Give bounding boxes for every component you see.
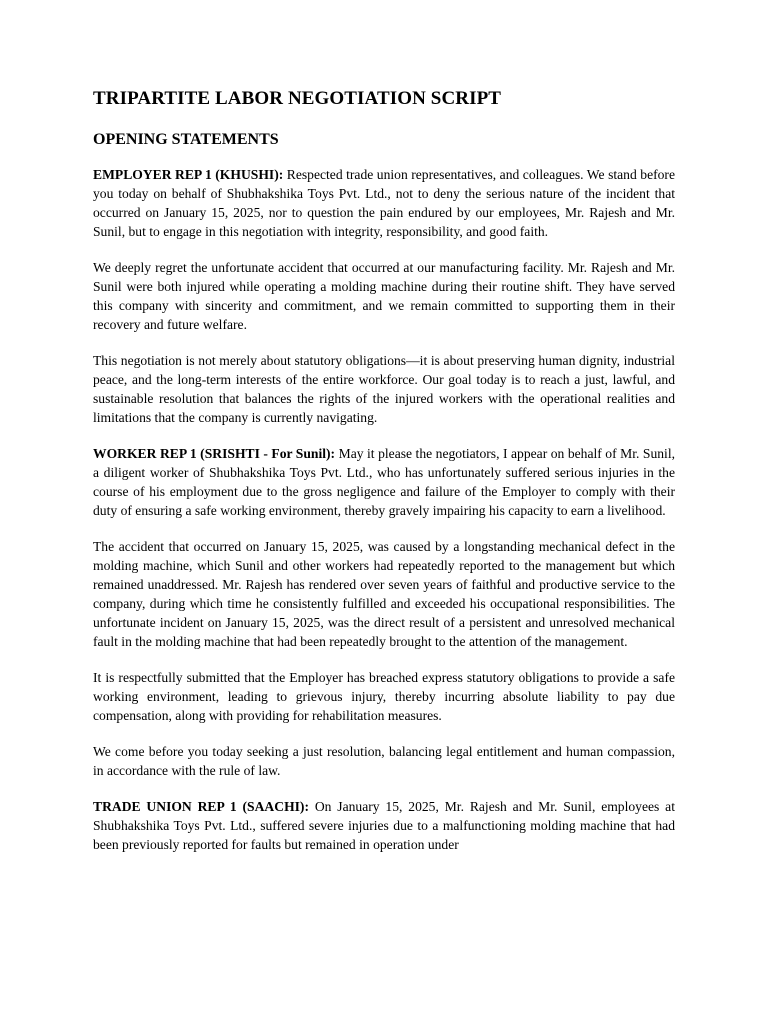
paragraph-text: We come before you today seeking a just resolution, balancing legal entitlement and human compassion, in accordance with the rule of law. bbox=[93, 744, 675, 778]
paragraph-statutory-breach bbox=[93, 668, 675, 725]
speaker-label: TRADE UNION REP 1 (SAACHI): bbox=[93, 799, 309, 814]
paragraph-text: We deeply regret the unfortunate accident that occurred at our manufacturing facility. Mr. Rajesh and Mr. Sunil were both injured while operating a molding machine during their routine shift. They have served this company with sincerity and commitment, and we remain committed to supporting them in their recovery and future welfare. bbox=[93, 260, 675, 332]
paragraph-text: On January 15, 2025, Mr. Rajesh and Mr. Sunil, employees at Shubhakshika Toys Pvt. Ltd., suffered severe injuries due to a malfunctioning molding machine that had been previously reported for faults but remained in operation under bbox=[93, 799, 675, 852]
paragraph-text: Respected trade union representatives, and colleagues. We stand before you today on behalf of Shubhakshika Toys Pvt. Ltd., not to deny the serious nature of the incident that occurred on January 15, 2025, nor to question the pain endured by our employees, Mr. Rajesh and Mr. Sunil, but to engage in this negotiation with integrity, responsibility, and good faith. bbox=[93, 167, 675, 239]
document-body bbox=[93, 87, 675, 871]
paragraph-just-resolution bbox=[93, 742, 675, 780]
paragraph-text: It is respectfully submitted that the Employer has breached express statutory obligations to provide a safe working environment, leading to grievous injury, thereby incurring absolute liability to pay due compensation, along with providing for rehabilitation measures. bbox=[93, 670, 675, 723]
paragraph-employer-goal bbox=[93, 351, 675, 427]
paragraph-trade-union-rep-1 bbox=[93, 797, 675, 854]
paragraph-employer-rep-1 bbox=[93, 165, 675, 241]
section-heading-opening-statements: OPENING STATEMENTS bbox=[93, 131, 279, 148]
document-title: TRIPARTITE LABOR NEGOTIATION SCRIPT bbox=[93, 88, 502, 109]
paragraph-employer-regret bbox=[93, 258, 675, 334]
speaker-label: EMPLOYER REP 1 (KHUSHI): bbox=[93, 167, 284, 182]
paragraph-worker-rep-1 bbox=[93, 444, 675, 520]
speaker-label: WORKER REP 1 (SRISHTI - For Sunil): bbox=[93, 446, 336, 461]
paragraph-accident-cause bbox=[93, 537, 675, 651]
paragraph-text: This negotiation is not merely about statutory obligations—it is about preserving human dignity, industrial peace, and the long-term interests of the entire workforce. Our goal today is to reach a just, lawful, and sustainable resolution that balances the rights of the injured workers with the operational realities and limitations that the company is currently navigating. bbox=[93, 353, 675, 425]
paragraph-text: May it please the negotiators, I appear on behalf of Mr. Sunil, a diligent worker of Shubhakshika Toys Pvt. Ltd., who has unfortunately suffered serious injuries in the course of his employment due to the gross negligence and failure of the Employer to comply with their duty of ensuring a safe working environment, thereby gravely impairing his capacity to earn a livelihood. bbox=[93, 446, 675, 518]
paragraph-text: The accident that occurred on January 15, 2025, was caused by a longstanding mechanical defect in the molding machine, which Sunil and other workers had repeatedly reported to the management but which remained unaddressed. Mr. Rajesh has rendered over seven years of faithful and productive service to the company, during which time he consistently fulfilled and exceeded his occupational responsibilities. The unfortunate incident on January 15, 2025, was the direct result of a persistent and unresolved mechanical fault in the molding machine that had been repeatedly brought to the attention of the management. bbox=[93, 539, 675, 649]
